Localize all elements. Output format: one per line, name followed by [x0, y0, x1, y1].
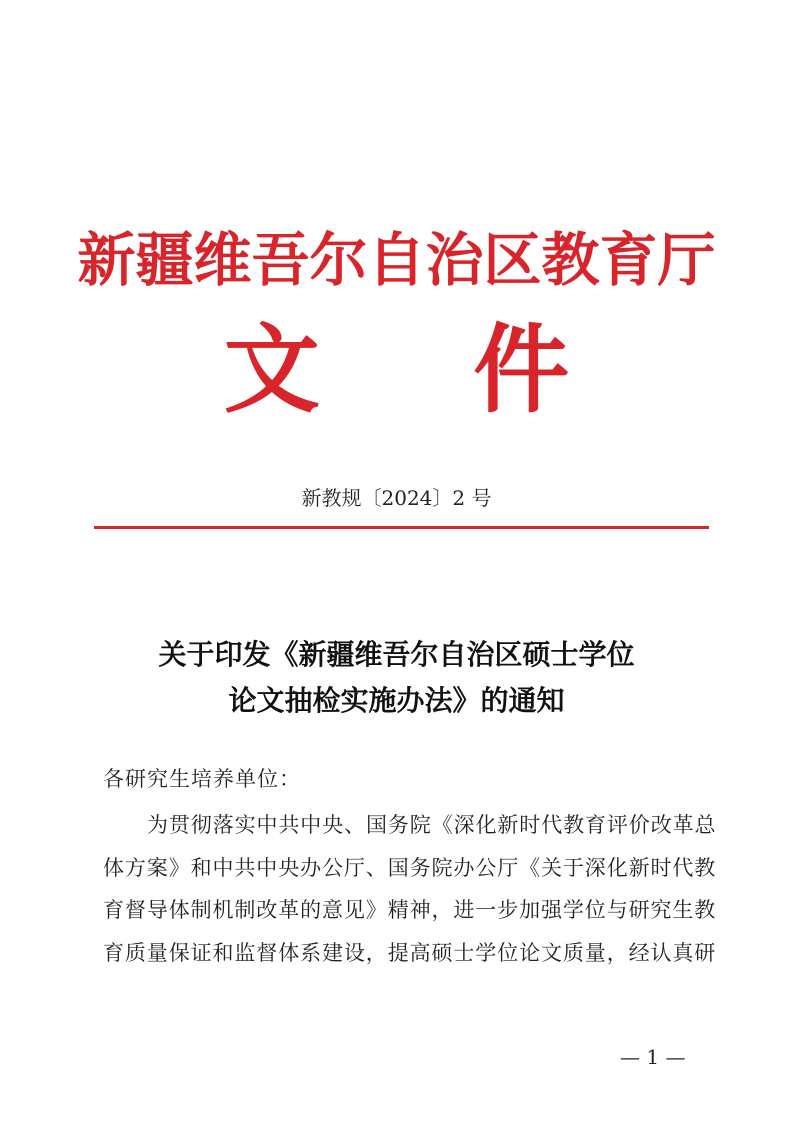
document-type: 文 件: [223, 314, 630, 426]
body-line: 为贯彻落实中共中央、国务院《深化新时代教育评价改革总: [147, 813, 717, 837]
document-title: [60, 632, 733, 724]
body-line: 育督导体制机制改革的意见》精神，进一步加强学位与研究生教: [103, 898, 717, 922]
document-number: 新教规〔2024〕2 号: [301, 486, 492, 510]
page-number: — 1 —: [620, 1045, 686, 1069]
red-separator-line: [94, 526, 709, 529]
salutation: 各研究生培养单位：: [103, 767, 301, 791]
body-paragraph: [103, 804, 717, 974]
body-line: 体方案》和中共中央办公厅、国务院办公厅《关于深化新时代教: [103, 855, 717, 880]
body-line: 育质量保证和监督体系建设，提高硕士学位论文质量，经认真研: [103, 940, 717, 965]
title-line-2: 论文抽检实施办法》的通知: [228, 684, 565, 717]
issuer-name: 新疆维吾尔自治区教育厅: [77, 226, 716, 294]
title-line-1: 关于印发《新疆维吾尔自治区硕士学位: [158, 638, 635, 671]
